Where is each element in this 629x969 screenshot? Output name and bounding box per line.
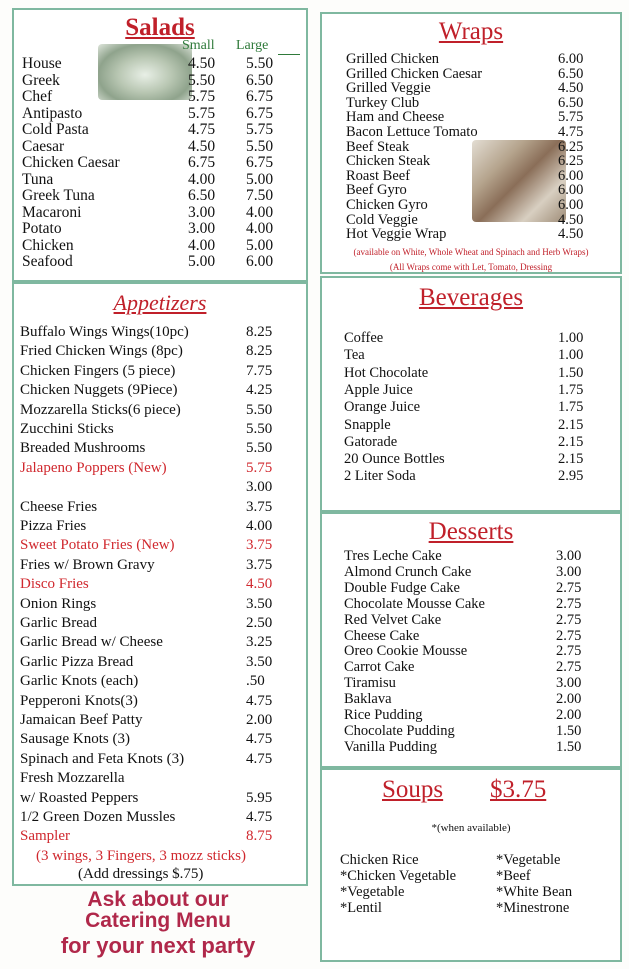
item-name: Tiramisu	[344, 675, 396, 692]
item-price-large: 6.00	[246, 253, 274, 270]
soup-item: *Minestrone	[496, 900, 570, 916]
list-item	[14, 654, 306, 671]
list-item	[322, 468, 620, 485]
item-price-large: 5.00	[246, 236, 274, 254]
list-item	[14, 204, 306, 221]
item-price: 2.15	[558, 433, 584, 450]
item-name: Chicken Steak	[346, 153, 431, 170]
item-name: Chicken Gyro	[346, 197, 428, 213]
item-price-small: 4.00	[188, 236, 216, 254]
list-item	[322, 723, 620, 740]
item-name: Garlic Pizza Bread	[20, 653, 134, 670]
list-item	[14, 770, 306, 787]
list-item	[14, 576, 306, 593]
item-name: Bacon Lettuce Tomato	[346, 124, 478, 140]
item-price-large: 4.00	[246, 220, 274, 237]
list-item	[14, 828, 306, 845]
item-price: 8.25	[246, 324, 273, 340]
soup-item: *Chicken Vegetable	[340, 868, 457, 884]
item-price-small: 5.75	[188, 88, 216, 105]
salads-large-header: Large	[236, 38, 269, 53]
wraps-note-2: (All Wraps come with Let, Tomato, Dressing	[389, 262, 553, 272]
item-price-large: 5.75	[246, 121, 274, 138]
catering-line1: Ask about our	[87, 888, 229, 911]
item-price: 2.50	[246, 615, 273, 631]
list-item	[322, 580, 620, 597]
item-price: 5.50	[246, 401, 273, 418]
list-item	[322, 659, 620, 676]
soup-item: *Vegetable	[496, 852, 561, 868]
item-name: Apple Juice	[344, 381, 413, 398]
item-price: 2.15	[558, 416, 584, 433]
item-name: Hot Chocolate	[344, 364, 429, 381]
list-item	[14, 187, 306, 204]
item-name: 1/2 Green Dozen Mussles	[20, 809, 176, 825]
item-name: Chicken Caesar	[22, 154, 120, 171]
item-name: Greek Tuna	[22, 187, 95, 204]
item-price: 2.00	[556, 707, 582, 723]
item-price: 4.50	[558, 226, 584, 243]
item-price-small: 4.50	[188, 137, 216, 155]
list-item	[322, 643, 620, 660]
soups-section	[320, 768, 622, 962]
item-name: Mozzarella Sticks(6 piece)	[20, 401, 181, 418]
item-name: Chocolate Mousse Cake	[344, 595, 485, 612]
catering-line3: for your next party	[60, 933, 256, 958]
item-name: 2 Liter Soda	[344, 468, 416, 485]
item-price: 8.25	[246, 343, 273, 360]
item-price-small: 5.50	[188, 71, 216, 89]
item-name: Breaded Mushrooms	[20, 440, 146, 457]
item-price-large: 5.00	[246, 170, 274, 188]
item-name: Pepperoni Knots(3)	[20, 692, 138, 709]
list-item	[322, 399, 620, 416]
item-price: 3.00	[246, 479, 273, 496]
item-price: 1.00	[558, 347, 584, 364]
item-price: 6.50	[558, 94, 584, 111]
item-price: 4.25	[246, 382, 273, 399]
item-price: 5.50	[246, 421, 273, 437]
item-name: Garlic Knots (each)	[20, 673, 139, 690]
appetizers-title: Appetizers	[113, 290, 207, 315]
item-name: Oreo Cookie Mousse	[344, 643, 468, 660]
list-item	[14, 615, 306, 632]
list-item	[14, 479, 306, 496]
list-item	[14, 382, 306, 399]
item-name: Fried Chicken Wings (8pc)	[20, 343, 183, 360]
item-price-large: 6.75	[246, 88, 274, 105]
list-item	[14, 557, 306, 574]
item-name: Grilled Chicken	[346, 51, 440, 67]
list-item	[14, 105, 306, 122]
item-name: Fries w/ Brown Gravy	[20, 556, 155, 573]
item-price-large: 4.00	[246, 203, 274, 221]
list-item	[322, 434, 620, 451]
item-name: Potato	[22, 220, 62, 237]
item-name: Fresh Mozzarella	[20, 770, 125, 787]
item-price-small: 4.00	[188, 170, 216, 188]
item-name: Carrot Cake	[344, 659, 415, 676]
sampler-note: (3 wings, 3 Fingers, 3 mozz sticks)	[36, 848, 246, 864]
list-item	[322, 691, 620, 708]
soups-price: $3.75	[490, 776, 547, 803]
list-item	[14, 596, 306, 613]
list-item	[322, 628, 620, 645]
list-item	[14, 634, 306, 651]
list-item	[14, 343, 306, 360]
item-price-small: 6.75	[188, 154, 216, 171]
salads-small-header: Small	[182, 38, 215, 53]
list-item	[14, 55, 306, 72]
list-item	[322, 548, 620, 565]
item-name: Garlic Bread	[20, 615, 98, 631]
list-item	[14, 421, 306, 438]
item-price: 1.50	[556, 722, 582, 739]
item-price: 3.75	[246, 556, 273, 573]
item-price: 2.95	[558, 468, 584, 485]
soup-item: *Vegetable	[340, 884, 405, 900]
list-item	[322, 330, 620, 347]
item-price: 1.50	[558, 364, 584, 381]
list-item	[14, 693, 306, 710]
item-name: Chicken Nuggets (9Piece)	[20, 382, 178, 399]
item-price: 5.75	[246, 459, 273, 476]
item-price-small: 3.00	[188, 220, 216, 237]
item-price: 8.75	[246, 828, 273, 845]
item-name: Sampler	[20, 828, 70, 845]
item-price: 4.50	[558, 211, 584, 228]
item-name: Onion Rings	[20, 595, 97, 612]
list-item	[14, 253, 306, 270]
item-price: 2.75	[556, 595, 582, 612]
item-price: 6.00	[558, 197, 584, 213]
item-price: 5.75	[558, 109, 584, 126]
item-price-large: 6.75	[246, 154, 274, 171]
desserts-section	[320, 512, 622, 768]
item-name: Grilled Chicken Caesar	[346, 65, 483, 82]
list-item	[322, 417, 620, 434]
item-price: 4.75	[246, 731, 273, 748]
item-name: Garlic Bread w/ Cheese	[20, 634, 163, 651]
item-price: 5.95	[246, 789, 273, 806]
item-price: 6.50	[558, 65, 584, 82]
item-name: Hot Veggie Wrap	[346, 226, 447, 243]
item-name: Baklava	[344, 691, 392, 708]
item-price: 6.25	[558, 153, 584, 170]
item-name: Pizza Fries	[20, 518, 87, 534]
item-name: Turkey Club	[346, 94, 420, 111]
item-price: 2.75	[556, 579, 582, 596]
item-name: Cheese Cake	[344, 627, 420, 644]
item-name: Orange Juice	[344, 399, 421, 416]
list-item	[14, 171, 306, 188]
item-name: Grilled Veggie	[346, 80, 431, 97]
wraps-section	[320, 12, 622, 274]
item-name: House	[22, 55, 62, 72]
item-price-small: 4.75	[188, 121, 216, 138]
item-price: 6.00	[558, 167, 584, 184]
item-price: 2.15	[558, 451, 584, 468]
beverages-section	[320, 276, 622, 512]
beverages-title: Beverages	[418, 284, 524, 311]
desserts-title: Desserts	[428, 518, 514, 545]
item-price: 4.75	[558, 124, 584, 140]
item-price: .50	[246, 673, 265, 690]
soup-item: *Lentil	[340, 900, 382, 916]
item-price-large: 5.50	[246, 137, 274, 155]
soups-title: Soups	[382, 776, 444, 803]
item-price: 1.75	[558, 381, 584, 398]
item-name: Double Fudge Cake	[344, 579, 460, 596]
item-price: 4.75	[246, 809, 273, 825]
list-item	[14, 460, 306, 477]
item-price-small: 3.00	[188, 203, 216, 221]
item-name: Roast Beef	[346, 167, 411, 184]
item-price: 7.75	[246, 362, 273, 379]
item-name: Beef Steak	[346, 138, 410, 155]
item-price: 3.00	[556, 563, 582, 580]
item-price-small: 6.50	[188, 187, 216, 204]
item-name: Jalapeno Poppers (New)	[20, 459, 167, 476]
dressing-note: (Add dressings $.75)	[78, 866, 204, 882]
list-item	[14, 673, 306, 690]
item-name: 20 Ounce Bottles	[344, 451, 445, 468]
item-price: 3.75	[246, 537, 273, 554]
list-item	[14, 712, 306, 729]
list-item	[14, 790, 306, 807]
list-item	[14, 138, 306, 155]
item-price: 5.50	[246, 440, 273, 457]
item-name: Cold Veggie	[346, 211, 418, 228]
item-name: Vanilla Pudding	[344, 738, 438, 755]
item-price-small: 4.50	[188, 55, 216, 72]
list-item	[322, 347, 620, 364]
item-price: 3.75	[246, 498, 273, 515]
item-name: Zucchini Sticks	[20, 421, 114, 437]
item-name: Tuna	[22, 170, 54, 188]
item-price: 2.00	[246, 712, 273, 728]
item-name: Rice Pudding	[344, 707, 423, 723]
list-item	[14, 499, 306, 516]
item-name: Red Velvet Cake	[344, 611, 442, 628]
salads-section	[12, 8, 308, 282]
item-name: Macaroni	[22, 203, 82, 221]
list-item	[14, 72, 306, 89]
wraps-note-1: (available on White, Whole Wheat and Spinach and Herb Wraps)	[353, 247, 589, 257]
list-item	[322, 739, 620, 756]
soups-availability: *(when available)	[431, 822, 511, 834]
item-name: Greek	[22, 71, 60, 89]
item-name: Coffee	[344, 330, 384, 346]
item-name: Disco Fries	[20, 576, 89, 593]
item-price-small: 5.00	[188, 253, 216, 270]
item-name: Spinach and Feta Knots (3)	[20, 750, 185, 767]
item-price-large: 7.50	[246, 187, 274, 204]
list-item	[14, 363, 306, 380]
item-name: Chocolate Pudding	[344, 722, 455, 739]
item-name: Antipasto	[22, 104, 83, 122]
item-name: Seafood	[22, 253, 73, 270]
item-price: 4.00	[246, 518, 273, 534]
list-item	[14, 518, 306, 535]
item-price: 1.75	[558, 399, 584, 416]
item-price: 4.50	[558, 80, 584, 97]
list-item	[14, 237, 306, 254]
item-price: 3.25	[246, 634, 273, 651]
list-item	[322, 365, 620, 382]
catering-banner	[8, 890, 308, 966]
item-name: Cold Pasta	[22, 121, 89, 138]
item-name: Ham and Cheese	[346, 109, 445, 126]
list-item	[322, 564, 620, 581]
list-item	[322, 596, 620, 613]
item-price: 6.00	[558, 51, 584, 67]
soup-item: *White Bean	[496, 884, 573, 900]
item-name: Gatorade	[344, 433, 398, 450]
item-price: 3.50	[246, 653, 273, 670]
list-item	[322, 226, 620, 243]
item-name: Snapple	[344, 416, 391, 433]
item-name: w/ Roasted Peppers	[20, 789, 139, 806]
item-name: Sweet Potato Fries (New)	[20, 537, 175, 554]
list-item	[14, 324, 306, 341]
item-price: 2.75	[556, 611, 582, 628]
item-price: 6.00	[558, 182, 584, 199]
item-name: Buffalo Wings Wings(10pc)	[20, 324, 189, 340]
list-item	[14, 751, 306, 768]
appetizers-section	[12, 282, 308, 886]
item-price: 2.75	[556, 643, 582, 660]
item-price-large: 6.50	[246, 71, 274, 89]
item-price: 3.00	[556, 548, 582, 564]
item-price: 4.75	[246, 750, 273, 767]
item-price: 2.75	[556, 659, 582, 676]
salads-title: Salads	[125, 14, 195, 41]
item-price: 4.50	[246, 576, 273, 593]
item-price: 6.25	[558, 138, 584, 155]
list-item	[14, 402, 306, 419]
list-item	[14, 121, 306, 138]
list-item	[322, 675, 620, 692]
item-price-large: 6.75	[246, 104, 274, 122]
item-price: 1.50	[556, 738, 582, 755]
item-price: 3.50	[246, 595, 273, 612]
list-item	[14, 809, 306, 826]
item-name: Chicken	[22, 236, 74, 254]
item-price: 2.75	[556, 627, 582, 644]
item-price: 3.00	[556, 675, 582, 692]
item-name: Caesar	[22, 137, 65, 155]
item-price-small: 5.75	[188, 104, 216, 122]
list-item	[14, 154, 306, 171]
item-name: Chicken Fingers (5 piece)	[20, 362, 176, 379]
list-item	[322, 451, 620, 468]
item-name: Almond Crunch Cake	[344, 563, 472, 580]
list-item	[322, 382, 620, 399]
list-item	[322, 612, 620, 629]
list-item	[14, 88, 306, 105]
item-name: Jamaican Beef Patty	[20, 712, 143, 728]
list-item	[322, 707, 620, 724]
item-name: Beef Gyro	[346, 182, 407, 199]
item-price-large: 5.50	[246, 55, 274, 72]
item-name: Tea	[344, 347, 365, 364]
soup-item: *Beef	[496, 868, 531, 884]
soups-left-list	[340, 852, 456, 916]
soups-right-list	[496, 852, 572, 916]
list-item	[14, 537, 306, 554]
catering-line2: Catering Menu	[85, 909, 231, 932]
wraps-title: Wraps	[438, 18, 504, 45]
list-item	[14, 440, 306, 457]
list-item	[14, 731, 306, 748]
item-price: 1.00	[558, 330, 584, 346]
item-name: Tres Leche Cake	[344, 548, 442, 564]
item-name: Sausage Knots (3)	[20, 731, 130, 748]
item-price: 2.00	[556, 691, 582, 708]
item-name: Cheese Fries	[20, 498, 98, 515]
item-name: Chef	[22, 88, 53, 105]
list-item	[14, 220, 306, 237]
item-price: 4.75	[246, 692, 273, 709]
soup-item: Chicken Rice	[340, 852, 419, 868]
